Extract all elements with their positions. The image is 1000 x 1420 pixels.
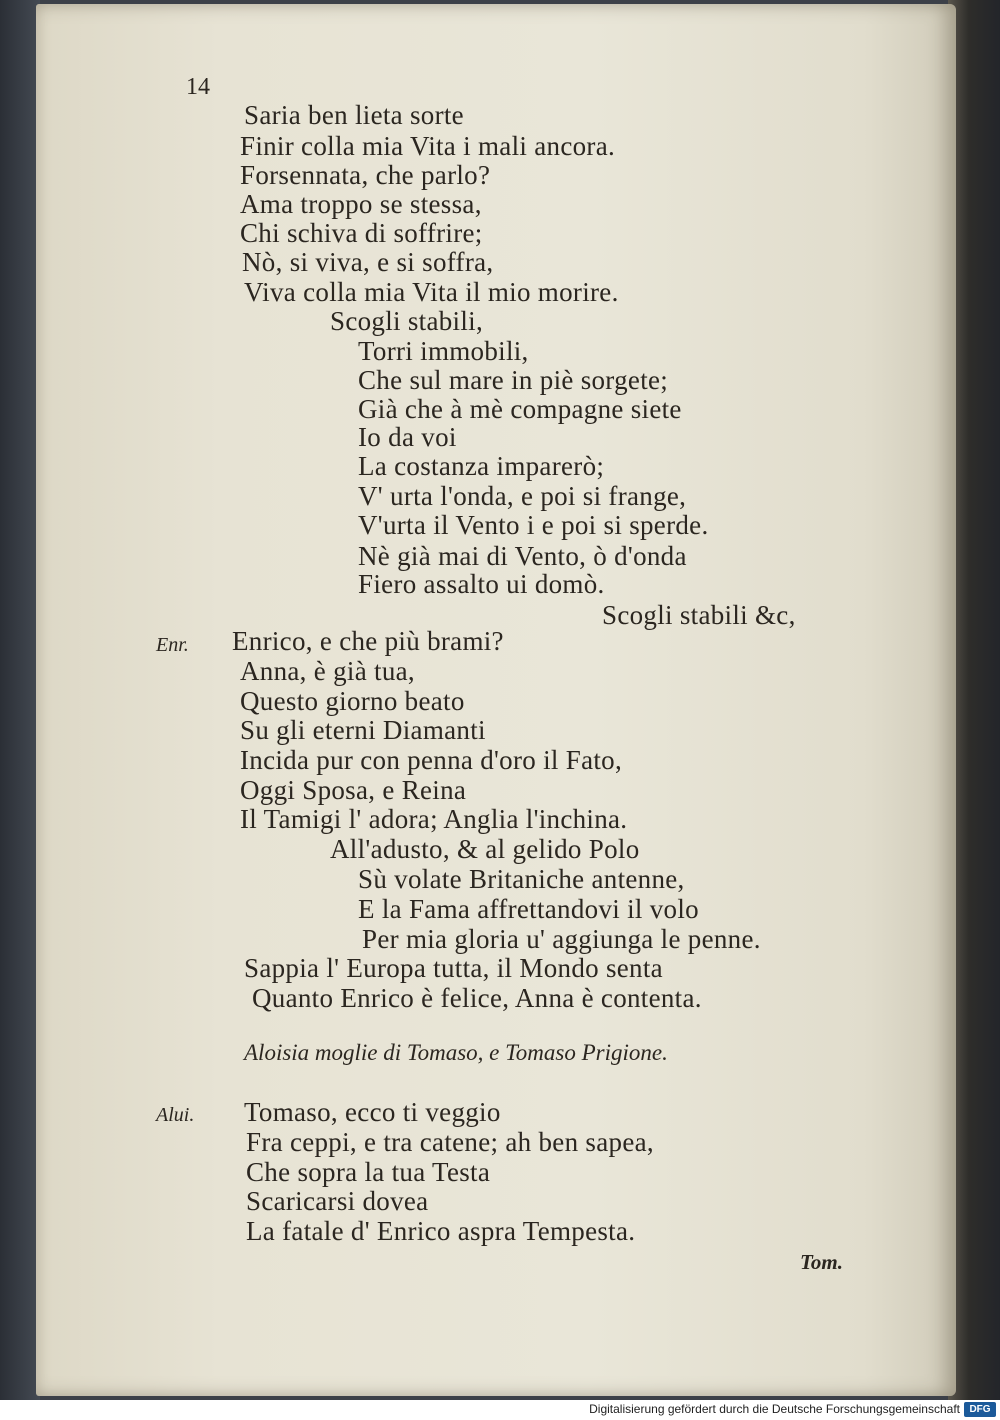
scan-backdrop [0,0,40,1400]
aria-line: Torri immobili, [358,336,529,366]
verse-line: Anna, è già tua, [240,656,415,686]
aria-line: V' urta l'onda, e poi si frange, [358,481,687,511]
verse-line: Finir colla mia Vita i mali ancora. [240,131,616,161]
stage-direction: Aloisia moglie di Tomaso, e Tomaso Prigione. [244,1040,668,1065]
page-number: 14 [186,74,210,100]
verse-line: Che sopra la tua Testa [246,1157,491,1187]
verse-line: Questo giorno beato [240,686,465,716]
verse-line: Tomaso, ecco ti veggio [244,1097,501,1127]
speaker-label: Alui. [156,1104,195,1126]
aria-line: Nè già mai di Vento, ò d'onda [358,541,687,571]
verse-line: La fatale d' Enrico aspra Tempesta. [246,1216,636,1246]
aria-line: Fiero assalto ui domò. [358,569,605,599]
aria-line: Io da voi [358,422,457,452]
aria-reprise: Scogli stabili &c, [602,600,796,630]
book-page [36,4,956,1396]
aria-line: Scogli stabili, [330,306,483,336]
verse-line: Quanto Enrico è felice, Anna è contenta. [252,983,702,1013]
aria-line: Che sul mare in piè sorgete; [358,365,669,395]
verse-line: Forsennata, che parlo? [240,160,491,190]
verse-line: Oggi Sposa, e Reina [240,775,467,805]
verse-line: Saria ben lieta sorte [244,100,464,130]
verse-line: Sappia l' Europa tutta, il Mondo senta [244,953,663,983]
aria-line: La costanza imparerò; [358,451,605,481]
verse-line: Incida pur con penna d'oro il Fato, [240,745,623,775]
verse-line: Fra ceppi, e tra catene; ah ben sapea, [246,1127,654,1157]
verse-line: Viva colla mia Vita il mio morire. [244,277,619,307]
catchword: Tom. [800,1250,843,1274]
verse-line: Su gli eterni Diamanti [240,715,486,745]
verse-line: Il Tamigi l' adora; Anglia l'inchina. [240,804,628,834]
speaker-label: Enr. [156,634,189,656]
footer-bar [0,1400,1000,1420]
aria-line: V'urta il Vento i e poi si sperde. [358,510,709,540]
aria-line: Per mia gloria u' aggiunga le penne. [362,924,761,954]
dfg-logo-icon: DFG [964,1402,996,1417]
verse-line: Chi schiva di soffrire; [240,218,483,248]
aria-line: All'adusto, & al gelido Polo [330,834,640,864]
verse-line: Ama troppo se stessa, [240,189,482,219]
footer-credit: Digitalisierung gefördert durch die Deutsche Forschungsgemeinschaft [589,1402,960,1416]
verse-line: Scaricarsi dovea [246,1186,429,1216]
verse-line: Enrico, e che più brami? [232,626,504,656]
aria-line: E la Fama affrettandovi il volo [358,894,699,924]
aria-line: Già che à mè compagne siete [358,394,682,424]
aria-line: Sù volate Britaniche antenne, [358,864,685,894]
verse-line: Nò, si viva, e si soffra, [242,247,494,277]
